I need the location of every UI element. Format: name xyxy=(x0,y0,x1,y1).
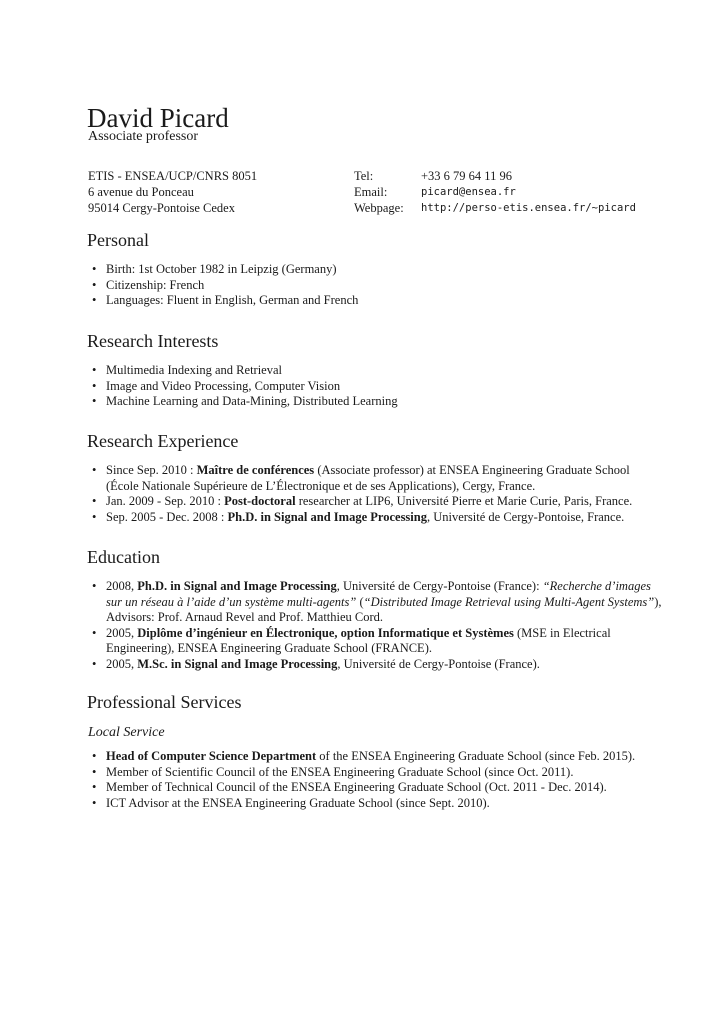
job-title: Associate professor xyxy=(88,129,199,144)
list-item: • Member of Technical Council of the ENSEA Engineering Graduate School (Oct. 2011 - Dec. 2014). xyxy=(88,780,663,796)
tel-row xyxy=(354,168,636,184)
postal-address xyxy=(88,168,257,216)
web-label: Webpage: xyxy=(354,201,404,215)
web-row xyxy=(354,200,636,216)
list-item: • 2005, M.Sc. in Signal and Image Processing, Université de Cergy-Pontoise (France). xyxy=(88,657,663,673)
list-item: • Citizenship: French xyxy=(88,278,663,294)
section-title-personal: Personal xyxy=(87,230,149,250)
list-item: • Image and Video Processing, Computer Vision xyxy=(88,379,663,395)
list-item: • ICT Advisor at the ENSEA Engineering Graduate School (since Sept. 2010). xyxy=(88,796,663,812)
list-item: • Languages: Fluent in English, German and French xyxy=(88,293,663,309)
experience-list xyxy=(88,463,663,525)
subsection-title-local-service: Local Service xyxy=(88,725,165,740)
list-item: • Jan. 2009 - Sep. 2010 : Post-doctoral researcher at LIP6, Université Pierre et Marie Curie, Paris, France. xyxy=(88,494,663,510)
email-link[interactable]: picard@ensea.fr xyxy=(421,186,516,198)
interests-list xyxy=(88,363,663,410)
list-item: • Head of Computer Science Department of the ENSEA Engineering Graduate School (since Feb. 2015). xyxy=(88,749,663,765)
list-item: • Sep. 2005 - Dec. 2008 : Ph.D. in Signal and Image Processing, Université de Cergy-Pontoise, France. xyxy=(88,510,663,526)
services-list xyxy=(88,749,663,811)
education-list xyxy=(88,579,663,673)
section-title-education: Education xyxy=(87,547,160,567)
list-item: • Since Sep. 2010 : Maître de conférences (Associate professor) at ENSEA Engineering Graduate School (École Nationale Supérieure de L’Électronique et de ses Applications), Cergy, France. xyxy=(88,463,663,494)
list-item: • 2005, Diplôme d’ingénieur en Électronique, option Informatique et Systèmes (MSE in Electrical Engineering), ENSEA Engineering Graduate School (FRANCE). xyxy=(88,626,663,657)
list-item: • 2008, Ph.D. in Signal and Image Processing, Université de Cergy-Pontoise (France): “Recherche d’images sur un réseau à l’aide d’un système multi-agents” (“Distributed Image Retrieval using Multi-Agent Systems”), Advisors: Prof. Arnaud Revel and Prof. Matthieu Cord. xyxy=(88,579,663,626)
address-line: 6 avenue du Ponceau xyxy=(88,185,194,199)
section-title-interests: Research Interests xyxy=(87,331,219,351)
email-row xyxy=(354,184,636,200)
tel-label: Tel: xyxy=(354,169,374,183)
person-name: David Picard xyxy=(87,103,229,133)
list-item: • Birth: 1st October 1982 in Leipzig (Germany) xyxy=(88,262,663,278)
personal-list xyxy=(88,262,663,309)
webpage-link[interactable]: http://perso-etis.ensea.fr/~picard xyxy=(421,202,636,214)
email-label: Email: xyxy=(354,185,388,199)
section-title-services: Professional Services xyxy=(87,692,242,712)
address-line: ETIS - ENSEA/UCP/CNRS 8051 xyxy=(88,169,258,183)
list-item: • Member of Scientific Council of the ENSEA Engineering Graduate School (since Oct. 2011). xyxy=(88,765,663,781)
section-title-experience: Research Experience xyxy=(87,431,239,451)
list-item: • Machine Learning and Data-Mining, Distributed Learning xyxy=(88,394,663,410)
contact-info xyxy=(354,168,636,216)
address-line: 95014 Cergy-Pontoise Cedex xyxy=(88,201,235,215)
tel-value: +33 6 79 64 11 96 xyxy=(421,169,512,183)
list-item: • Multimedia Indexing and Retrieval xyxy=(88,363,663,379)
